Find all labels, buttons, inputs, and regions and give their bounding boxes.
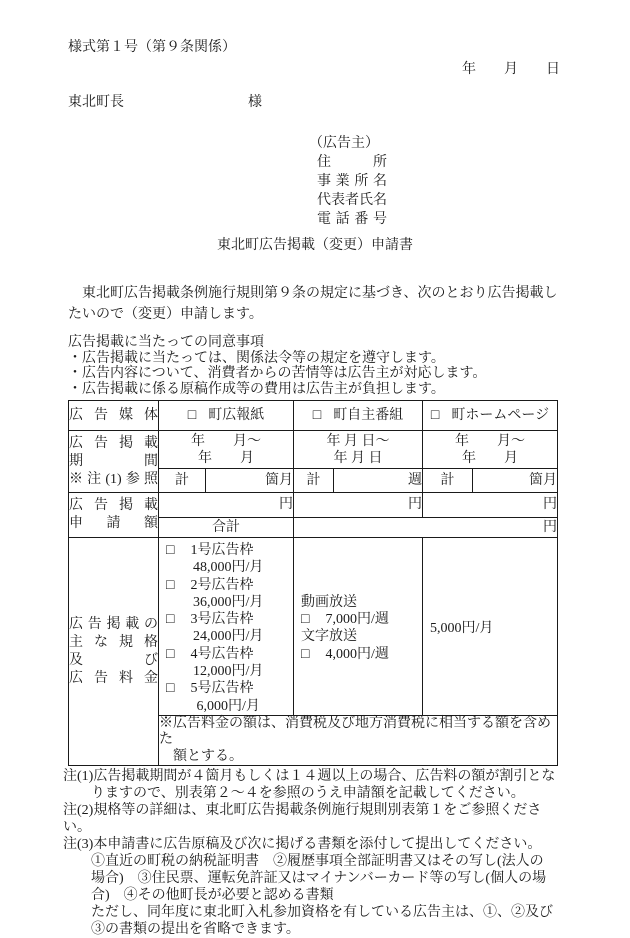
note-line: りますので、別表第２～４を参照のうえ申請額を記載してください。 — [91, 786, 525, 802]
consent-heading: 広告掲載に当たっての同意事項 — [68, 335, 264, 350]
spec-row — [69, 538, 558, 716]
video-broadcast-label: 動画放送 — [301, 594, 357, 610]
period-total-input-koho[interactable]: 箇月 — [206, 469, 294, 493]
date-line[interactable]: 年 月 日 — [462, 62, 560, 77]
period-total-label-homepage: 計 — [423, 469, 473, 493]
period-total-input-bangumi[interactable]: 週 — [334, 469, 423, 493]
addressee-name: 東北町長 — [68, 95, 124, 110]
consent-section — [68, 335, 562, 397]
consent-item: ・広告掲載に当たっては、関係法令等の規定を遵守します。 — [68, 350, 445, 366]
period-total-label-bangumi: 計 — [294, 469, 334, 493]
video-price-checkbox[interactable]: □ — [301, 612, 310, 628]
media-homepage-checkbox[interactable]: □ — [430, 407, 440, 423]
consent-item: ・広告内容について、消費者からの苦情等は広告主が対応します。 — [68, 366, 487, 381]
amount-row — [69, 493, 558, 518]
note-line: ③の書類の提出を省略できます。 — [91, 922, 300, 938]
consent-item: ・広告掲載に係る原稿作成等の費用は広告主が負担します。 — [68, 381, 445, 397]
homepage-price: 5,000円/月 — [430, 620, 494, 636]
advertiser-field-business-name[interactable]: 事業所名 — [317, 174, 387, 189]
footnotes-section — [63, 768, 562, 938]
note-line: 注(2)規格等の詳細は、東北町広告掲載条例施行規則別表第１をご参照ください。 — [63, 803, 542, 836]
period-row — [69, 431, 558, 469]
note-line: ただし、同年度に東北町入札参加資格を有している広告主は、①、②及び — [91, 905, 553, 921]
period-total-input-homepage[interactable]: 箇月 — [473, 469, 558, 493]
advertiser-field-representative-name[interactable]: 代表者氏名 — [317, 193, 387, 208]
spec-bangumi-cell — [294, 538, 423, 716]
note-line: ①直近の町税の納税証明書 ②履歴事項全部証明書又はその写し(法人の — [91, 854, 544, 870]
spec-frame3-price: 24,000円/月 — [193, 629, 264, 645]
spec-homepage-cell — [423, 538, 558, 716]
document-title: 東北町広告掲載（変更）申請書 — [217, 238, 413, 253]
text-price-checkbox[interactable]: □ — [301, 646, 310, 662]
period-total-label-koho: 計 — [159, 469, 206, 493]
note-line: 合) ④その他町長が必要と認める書類 — [91, 888, 334, 904]
period-input-koho[interactable]: 年 月～ 年 月 — [159, 431, 294, 469]
media-option-cell-homepage — [423, 401, 558, 431]
note-line: 注(3)本申請書に広告原稿及び次に掲げる書類を添付して提出してください。 — [63, 837, 542, 853]
media-option-cell-koho — [159, 401, 294, 431]
form-number: 様式第１号（第９条関係） — [68, 40, 236, 55]
addressee-line — [68, 95, 562, 111]
intro-paragraph — [68, 283, 562, 325]
tax-note-line: 額とする。 — [173, 748, 243, 764]
spec-frame5-price: 6,000円/月 — [193, 698, 260, 714]
amount-sum-label: 合計 — [159, 518, 294, 538]
advertiser-field-address[interactable]: 住所 — [317, 155, 387, 170]
amount-input-homepage[interactable]: 円 — [423, 493, 558, 518]
addressee-honorific: 様 — [248, 95, 262, 110]
intro-line: たいので（変更）申請します。 — [68, 307, 263, 322]
spec-frame4-label: 4号広告枠 — [190, 646, 254, 662]
media-row — [69, 401, 558, 431]
video-price: 7,000円/週 — [325, 612, 389, 628]
advertiser-block — [309, 134, 562, 229]
advertiser-field-phone-number[interactable]: 電話番号 — [317, 212, 387, 227]
media-homepage-label: 町ホームページ — [451, 407, 550, 423]
media-row-label: 広告媒体 — [69, 401, 159, 431]
intro-line: 東北町広告掲載条例施行規則第９条の規定に基づき、次のとおり広告掲載し — [68, 286, 558, 301]
spec-frame1-price: 48,000円/月 — [193, 560, 264, 576]
application-table — [68, 400, 558, 766]
media-koho-label: 町広報紙 — [208, 407, 265, 423]
spec-frame2-price: 36,000円/月 — [193, 594, 264, 610]
media-koho-checkbox[interactable]: □ — [187, 407, 197, 423]
text-price: 4,000円/週 — [325, 646, 389, 662]
amount-input-bangumi[interactable]: 円 — [294, 493, 423, 518]
period-input-homepage[interactable]: 年 月～ 年 月 — [423, 431, 558, 469]
amount-row-label: 広告掲載 申請額 — [69, 493, 159, 538]
spec-row-label: 広告掲載の 主な規格 及び 広告料金 — [69, 538, 159, 766]
tax-note-cell — [159, 715, 558, 766]
spec-frame4-checkbox[interactable]: □ — [166, 646, 175, 662]
spec-frame4-price: 12,000円/月 — [193, 664, 264, 680]
amount-input-koho[interactable]: 円 — [159, 493, 294, 518]
media-option-cell-bangumi — [294, 401, 423, 431]
spec-frame5-checkbox[interactable]: □ — [166, 681, 175, 697]
note-line: 場合) ③住民票、運転免許証又はマイナンバーカード等の写し(個人の場 — [91, 871, 547, 887]
spec-frame3-checkbox[interactable]: □ — [166, 612, 175, 628]
tax-note-line: ※広告料金の額は、消費税及び地方消費税に相当する額を含めた — [159, 715, 551, 748]
period-row-label: 広告掲載 期間 ※注(1)参照 — [69, 431, 159, 493]
spec-frame5-label: 5号広告枠 — [190, 681, 254, 697]
amount-sum-input[interactable]: 円 — [294, 518, 558, 538]
media-bangumi-checkbox[interactable]: □ — [312, 407, 322, 423]
spec-frame2-checkbox[interactable]: □ — [166, 577, 175, 593]
spec-frame1-checkbox[interactable]: □ — [166, 543, 175, 558]
spec-frame2-label: 2号広告枠 — [190, 577, 254, 593]
text-broadcast-label: 文字放送 — [301, 629, 357, 645]
spec-frame1-label: 1号広告枠 — [190, 543, 254, 558]
period-input-bangumi[interactable]: 年 月 日～ 年 月 日 — [294, 431, 423, 469]
media-bangumi-label: 町自主番組 — [333, 407, 404, 423]
spec-koho-cell — [159, 538, 294, 716]
advertiser-heading: （広告主） — [309, 136, 379, 151]
spec-frame3-label: 3号広告枠 — [190, 612, 254, 628]
note-line: 注(1)広告掲載期間が４箇月もしくは１４週以上の場合、広告料の額が割引とな — [63, 769, 556, 785]
